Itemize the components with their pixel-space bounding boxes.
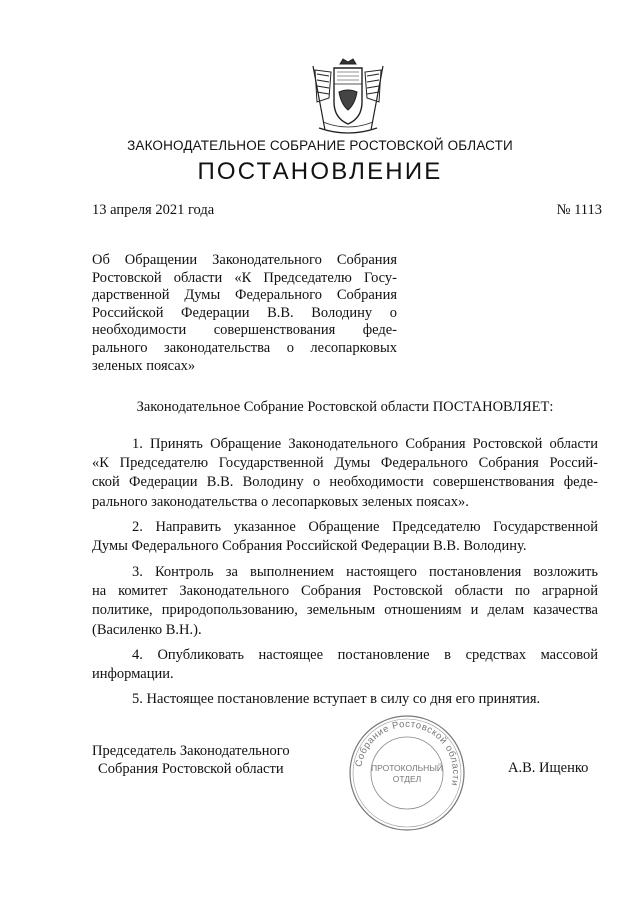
document-number: № 1113 [556,202,602,218]
document-date: 13 апреля 2021 года [92,202,215,218]
paragraph-line: 3. Контроль за выполнением настоящего постановления возложить [132,564,598,580]
paragraph-line: 1. Принять Обращение Законодательного Собрания Ростовской области [132,436,598,452]
document-subject [92,252,397,375]
signer-title [92,742,290,778]
paragraph-line: Думы Федерального Собрания Российской Федерации В.В. Володину. [92,538,527,555]
official-stamp [347,713,467,833]
paragraph-line: «К Председателю Государственной Думы Федерального Собрания Россий- [92,455,598,472]
resolution-paragraph-4 [92,646,598,684]
organization-name: ЗАКОНОДАТЕЛЬНОЕ СОБРАНИЕ РОСТОВСКОЙ ОБЛАСТИ [127,138,513,153]
signer-title-line: Председатель Законодательного [92,743,290,759]
subject-line: Об Обращении Законодательного Собрания [92,252,397,268]
paragraph-line: политике, природопользованию, земельным отношениям и делам казачества [92,602,598,619]
subject-line: дарственной Думы Федерального Собрания [92,287,397,304]
paragraph-line: ской Федерации В.В. Володину о необходимости совершенствования феде- [92,474,598,491]
resolution-paragraph-5 [92,690,598,709]
paragraph-line: на комитет Законодательного Собрания Ростовской области по аграрной [92,583,598,600]
resolution-paragraph-2 [92,518,598,556]
subject-line: необходимости совершенствования феде- [92,322,397,339]
resolution-paragraph-1 [92,435,598,512]
subject-line: рального законодательства о лесопарковых [92,339,397,356]
subject-line: зеленых поясах» [92,357,196,374]
paragraph-line: 2. Направить указанное Обращение Председателю Государственной [132,519,598,535]
stamp-inner-line-2: ОТДЕЛ [392,774,422,784]
paragraph-line: 5. Настоящее постановление вступает в силу со дня его принятия. [132,691,541,707]
subject-line: Ростовской области «К Председателю Госу- [92,269,397,286]
signer-title-line: Собрания Ростовской области [98,761,284,777]
paragraph-line: 4. Опубликовать настоящее постановление в средствах массовой [132,647,598,663]
stamp-outer-text: Собрание Ростовской области [353,718,462,788]
paragraph-line: (Василенко В.Н.). [92,621,202,638]
document-type-title: ПОСТАНОВЛЕНИЕ [197,158,443,185]
coat-of-arms-icon [305,58,391,138]
stamp-inner-line-1: ПРОТОКОЛЬНЫЙ [371,763,443,773]
subject-line: Российской Федерации В.В. Володину о [92,304,397,321]
preamble: Законодательное Собрание Ростовской области ПОСТАНОВЛЯЕТ: [136,399,554,415]
resolution-paragraph-3 [92,563,598,640]
paragraph-line: информации. [92,666,174,683]
paragraph-line: рального законодательства о лесопарковых зеленых поясах». [92,493,469,510]
signer-name: А.В. Ищенко [508,760,589,776]
